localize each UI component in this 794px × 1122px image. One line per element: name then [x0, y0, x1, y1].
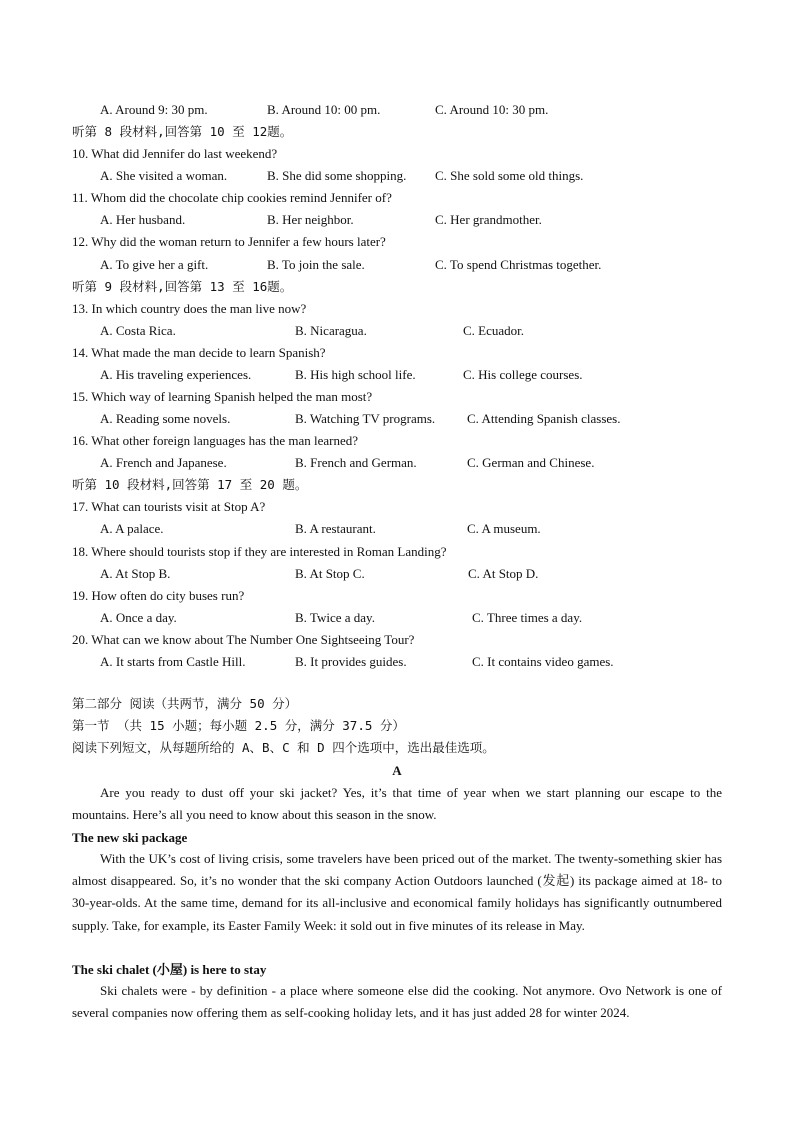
q16-option-b: B. French and German.: [295, 455, 417, 470]
passage-heading-1: The new ski package: [72, 830, 188, 845]
q9-option-c: C. Around 10: 30 pm.: [435, 102, 549, 117]
q10-option-a: A. She visited a woman.: [100, 168, 228, 183]
q18-option-b: B. At Stop C.: [295, 566, 365, 581]
q10-option-c: C. She sold some old things.: [435, 168, 584, 183]
q16-stem: 16. What other foreign languages has the man learned?: [72, 433, 359, 448]
q20-option-a: A. It starts from Castle Hill.: [100, 654, 246, 669]
q18-option-c: C. At Stop D.: [468, 566, 539, 581]
passage-paragraph-1: With the UK’s cost of living crisis, some travelers have been priced out of the market. The twenty-something skier has almost disappeared. So, it’s no wonder that the ski company Action Outdoors launched (发起) its package aimed at 18- to 30-year-olds. At the same time, demand for its all-inclusive and economical family holidays has significantly outnumbered supply. Take, for example, its Easter Family Week: it sold out in five minutes of its release in May.: [72, 851, 722, 933]
q19-option-b: B. Twice a day.: [295, 610, 375, 625]
q11-option-a: A. Her husband.: [100, 212, 186, 227]
q10-stem: 10. What did Jennifer do last weekend?: [72, 146, 278, 161]
q13-option-b: B. Nicaragua.: [295, 323, 367, 338]
q15-option-b: B. Watching TV programs.: [295, 411, 436, 426]
q18-stem: 18. Where should tourists stop if they are interested in Roman Landing?: [72, 544, 447, 559]
q17-stem: 17. What can tourists visit at Stop A?: [72, 499, 266, 514]
passage-intro: Are you ready to dust off your ski jacket? Yes, it’s that time of year when we start planning our escape to the mountains. Here’s all you need to know about this season in the snow.: [72, 785, 722, 823]
q11-stem: 11. Whom did the chocolate chip cookies remind Jennifer of?: [72, 190, 392, 205]
q19-stem: 19. How often do city buses run?: [72, 588, 245, 603]
q12-option-b: B. To join the sale.: [267, 257, 365, 272]
part2-title: 第二部分 阅读（共两节，满分 50 分）: [72, 696, 298, 711]
q14-stem: 14. What made the man decide to learn Spanish?: [72, 345, 326, 360]
q12-option-c: C. To spend Christmas together.: [435, 257, 602, 272]
q12-option-a: A. To give her a gift.: [100, 257, 209, 272]
q15-option-c: C. Attending Spanish classes.: [467, 411, 621, 426]
q12-stem: 12. Why did the woman return to Jennifer a few hours later?: [72, 234, 386, 249]
q14-option-c: C. His college courses.: [463, 367, 583, 382]
passage-paragraph-2: Ski chalets were - by definition - a place where someone else did the cooking. Not anymore. Ovo Network is one of several companies now offering them as self-cooking holiday lets, and it has just added 28 for winter 2024.: [72, 983, 722, 1021]
q15-option-a: A. Reading some novels.: [100, 411, 231, 426]
q16-option-a: A. French and Japanese.: [100, 455, 227, 470]
q13-option-a: A. Costa Rica.: [100, 323, 176, 338]
q17-option-a: A. A palace.: [100, 521, 164, 536]
q16-option-c: C. German and Chinese.: [467, 455, 595, 470]
q10-option-b: B. She did some shopping.: [267, 168, 407, 183]
reading-instructions: 阅读下列短文，从每题所给的 A、B、C 和 D 四个选项中，选出最佳选项。: [72, 740, 495, 755]
q20-option-b: B. It provides guides.: [295, 654, 407, 669]
q18-option-a: A. At Stop B.: [100, 566, 171, 581]
q20-option-c: C. It contains video games.: [472, 654, 614, 669]
q9-option-a: A. Around 9: 30 pm.: [100, 102, 208, 117]
q17-option-c: C. A museum.: [467, 521, 541, 536]
q13-stem: 13. In which country does the man live now?: [72, 301, 307, 316]
q11-option-c: C. Her grandmother.: [435, 212, 542, 227]
q20-stem: 20. What can we know about The Number One Sightseeing Tour?: [72, 632, 415, 647]
passage-heading-2: The ski chalet (小屋) is here to stay: [72, 962, 267, 977]
q15-stem: 15. Which way of learning Spanish helped the man most?: [72, 389, 373, 404]
section8-header: 听第 8 段材料,回答第 10 至 12题。: [72, 124, 293, 139]
section9-header: 听第 9 段材料,回答第 13 至 16题。: [72, 279, 293, 294]
q19-option-c: C. Three times a day.: [472, 610, 583, 625]
section1-title: 第一节 （共 15 小题；每小题 2.5 分，满分 37.5 分）: [72, 718, 405, 733]
q14-option-a: A. His traveling experiences.: [100, 367, 252, 382]
q17-option-b: B. A restaurant.: [295, 521, 376, 536]
section10-header: 听第 10 段材料,回答第 17 至 20 题。: [72, 477, 308, 492]
q11-option-b: B. Her neighbor.: [267, 212, 354, 227]
q14-option-b: B. His high school life.: [295, 367, 416, 382]
q19-option-a: A. Once a day.: [100, 610, 177, 625]
q9-option-b: B. Around 10: 00 pm.: [267, 102, 381, 117]
passage-letter: A: [392, 763, 402, 778]
q13-option-c: C. Ecuador.: [463, 323, 525, 338]
